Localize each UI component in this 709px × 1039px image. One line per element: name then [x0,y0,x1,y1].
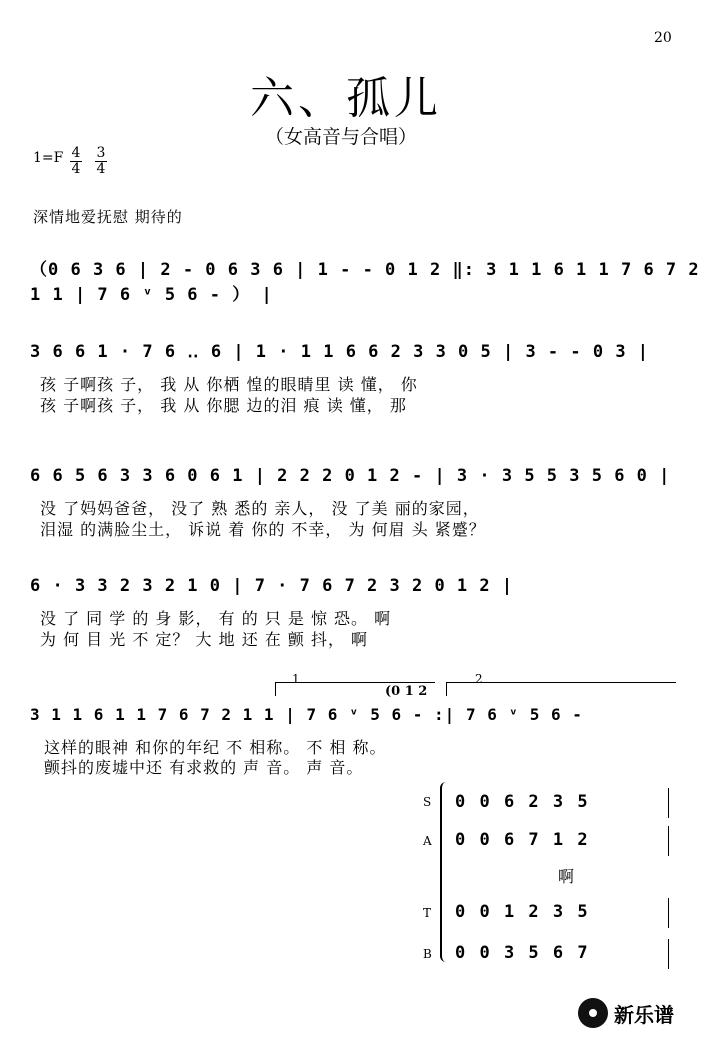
lyric-line: 为 何 目 光 不 定？ 大 地 还 在 颤 抖， 啊 [40,630,369,649]
song-title: 六、孤儿 [250,73,442,124]
ts-top: 4 [71,145,81,161]
voice-label-bass: B [423,947,432,961]
voice-row-alto: 0 0 6 7 1 2 [455,830,590,850]
site-logo [578,998,674,1028]
lyric-line: 这样的眼神 和你的年纪 不 相称。 不 相 称。 [44,738,387,757]
barline [668,826,669,856]
tempo-marking: 深情地爱抚慰 期待的 [33,208,183,226]
staff-system-1: （0 6 3 6 | 2 - 0 6 3 6 | 1 - - 0 1 2 ‖: 3 1 1 6 1 1 7 6 7 2 1 1 | 7 6 ᵛ 5 6 - ） | [30,260,700,305]
key-signature: 1=F [33,150,64,166]
voice-row-bass: 0 0 3 5 6 7 [455,943,590,963]
vinyl-disc-icon [578,998,608,1028]
voice-label-tenor: T [423,906,432,920]
time-signature-3-4 [95,146,107,177]
barline [668,788,669,818]
voice-row-soprano: 0 0 6 2 3 5 [455,792,590,812]
lyric-line: 没 了 同 学 的 身 影， 有 的 只 是 惊 恐。 啊 [40,609,392,628]
choir-lyric: 啊 [558,867,575,886]
lyric-line: 颤抖的废墟中还 有求救的 声 音。 声 音。 [44,758,364,777]
choir-brace [440,782,452,962]
pickup-notes: (0 1 2 [385,684,428,699]
volta-2-edge [446,682,447,696]
voice-label-alto: A [423,834,432,848]
staff-system-3: 6 6 5 6 3 3 6 0 6 1 | 2 2 2 0 1 2 - | 3 · 3 5 5 3 5 6 0 | [30,466,671,486]
barline [668,939,669,969]
volta-1-edge [275,682,276,696]
staff-system-2: 3 6 6 1 · 7 6 ‥ 6 | 1 · 1 1 6 6 2 3 3 0 5 | 3 - - 0 3 | [30,342,650,362]
ts-bottom: 4 [96,161,106,177]
time-signature-4-4 [70,146,82,177]
staff-system-5: 3 1 1 6 1 1 7 6 7 2 1 1 | 7 6 ᵛ 5 6 - :| 7 6 ᵛ 5 6 - [30,705,583,724]
lyric-line: 孩 子啊孩 子， 我 从 你栖 惶的眼睛里 读 懂， 你 [40,375,418,394]
logo-text: 新乐谱 [614,1002,674,1027]
ts-top: 3 [96,145,106,161]
volta-2-label: 2 [475,672,483,686]
lyric-line: 泪湿 的满脸尘土， 诉说 着 你的 不幸， 为 何眉 头 紧蹙？ [40,520,486,539]
voice-label-soprano: S [423,795,432,809]
voice-row-tenor: 0 0 1 2 3 5 [455,902,590,922]
page-number: 20 [654,30,672,46]
song-subtitle: （女高音与合唱） [265,126,418,148]
lyric-line: 没 了妈妈爸爸， 没了 熟 悉的 亲人， 没 了美 丽的家园， [40,499,480,518]
ts-bottom: 4 [71,161,81,177]
volta-1-label: 1 [292,672,300,686]
staff-system-4: 6 · 3 3 2 3 2 1 0 | 7 · 7 6 7 2 3 2 0 1 2 | [30,576,514,596]
lyric-line: 孩 子啊孩 子， 我 从 你腮 边的泪 痕 读 懂， 那 [40,396,407,415]
barline [668,898,669,928]
